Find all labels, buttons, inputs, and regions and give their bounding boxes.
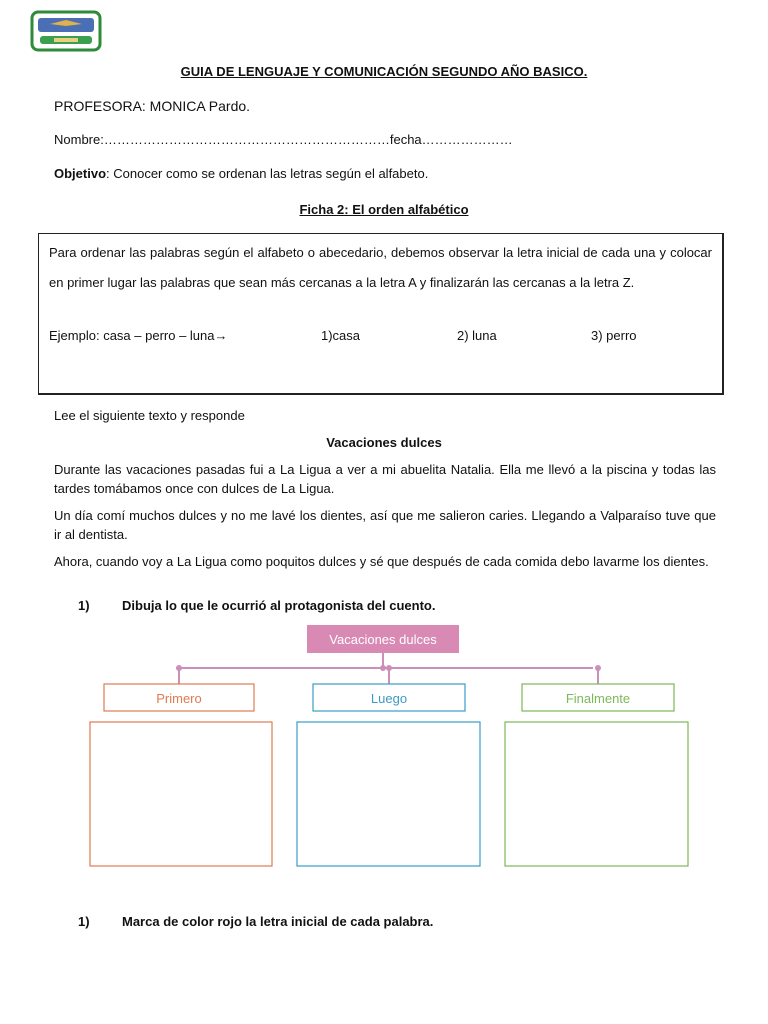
objective-text: : Conocer como se ordenan las letras según el alfabeto. <box>106 166 429 181</box>
order-item: 1)casa <box>321 328 361 343</box>
explanation-paragraph: Para ordenar las palabras según el alfabeto o abecedario, debemos observar la letra inicial de cada una y colocar en primer lugar las palabras que sean más cercanas a la letra A y finalizarán las cercanas a la letra Z. <box>49 245 712 290</box>
connector-dot <box>595 665 601 671</box>
diagram-step <box>505 684 688 866</box>
question-text: Marca de color rojo la letra inicial de cada palabra. <box>122 914 434 929</box>
step-label: Luego <box>370 691 408 706</box>
connector-dot <box>380 665 386 671</box>
diagram-root-box <box>307 625 459 653</box>
arrow-icon: → <box>214 328 228 343</box>
reading-instruction: Lee el siguiente texto y responde <box>54 408 245 423</box>
story-paragraph: Ahora, cuando voy a La Ligua como poquitos dulces y sé que después de cada comida debo lavarme los dientes. <box>54 554 709 569</box>
story-paragraph: Durante las vacaciones pasadas fui a La Ligua a ver a mi abuelita Natalia. Ella me llevó a la piscina y todas las tardes tomábamos once con dulces de La Ligua. <box>54 462 716 496</box>
connector-dot <box>176 665 182 671</box>
teacher-line: PROFESORA: MONICA Pardo. <box>54 98 251 114</box>
step-label: Finalmente <box>565 691 631 706</box>
question-number: 1) <box>78 914 90 929</box>
question-number: 1) <box>78 598 90 613</box>
story-sequence-diagram <box>80 620 700 880</box>
diagram-step <box>297 684 480 866</box>
example-words: Ejemplo: casa – perro – luna <box>49 328 215 343</box>
objective-line <box>54 166 428 181</box>
question-text: Dibuja lo que le ocurrió al protagonista del cuento. <box>122 598 436 613</box>
order-item: 2) luna <box>457 328 497 343</box>
story-title: Vacaciones dulces <box>326 435 442 450</box>
drawing-area-box[interactable] <box>297 722 480 866</box>
order-item: 3) perro <box>591 328 637 343</box>
document-title: GUIA DE LENGUAJE Y COMUNICACIÓN SEGUNDO AÑO BASICO. <box>180 64 588 79</box>
diagram-connectors <box>176 653 601 684</box>
explanation-box <box>38 233 724 395</box>
step-label: Primero <box>156 691 202 706</box>
objective-label: Objetivo <box>54 166 107 181</box>
story-paragraph: Un día comí muchos dulces y no me lavé los dientes, así que me salieron caries. Llegando a Valparaíso tuve que ir al dentista. <box>54 508 716 542</box>
school-logo <box>30 10 102 52</box>
example-label <box>49 328 227 343</box>
diagram-root-label: Vacaciones dulces <box>329 632 437 647</box>
drawing-area-box[interactable] <box>90 722 272 866</box>
diagram-step <box>90 684 272 866</box>
ficha-title: Ficha 2: El orden alfabético <box>299 202 469 217</box>
drawing-area-box[interactable] <box>505 722 688 866</box>
connector-dot <box>386 665 392 671</box>
name-date-line: Nombre:…………………………………………………………fecha………………… <box>54 132 513 147</box>
